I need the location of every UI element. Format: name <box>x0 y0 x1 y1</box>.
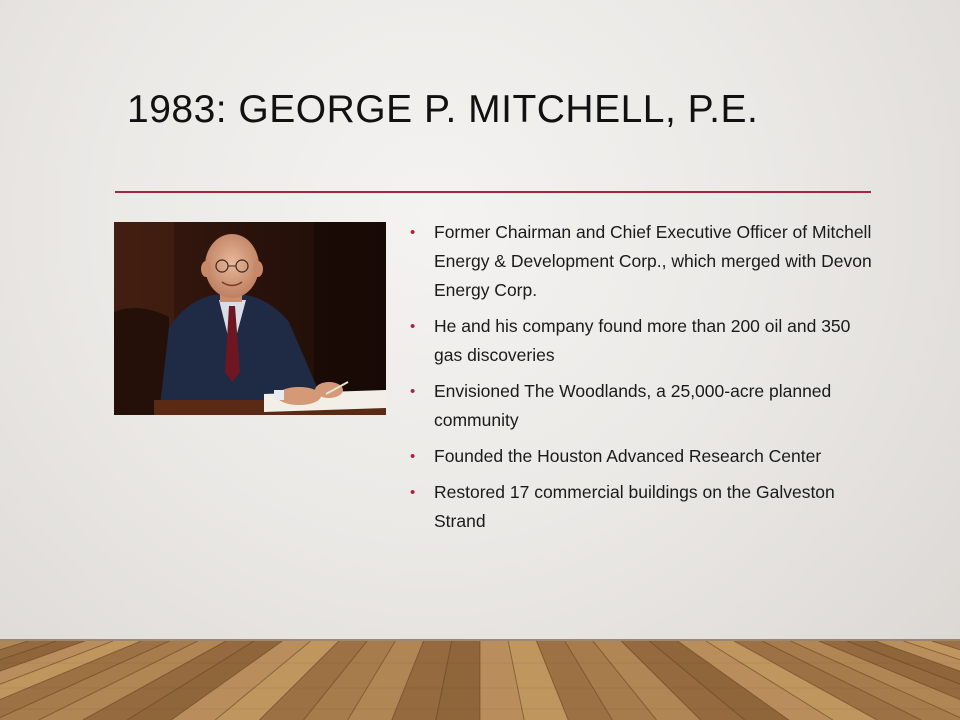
bullet-text: Envisioned The Woodlands, a 25,000-acre planned community <box>434 381 832 430</box>
bullet-list <box>410 218 880 543</box>
bullet-item <box>410 377 880 435</box>
portrait-photo <box>114 222 386 415</box>
bullet-marker: • <box>410 318 416 335</box>
title-divider <box>115 191 871 193</box>
bullet-text: Founded the Houston Advanced Research Center <box>434 446 822 466</box>
bullet-item <box>410 312 880 370</box>
bullet-text: Former Chairman and Chief Executive Officer of Mitchell Energy & Development Corp., which merged with Devon Energy Corp. <box>434 222 872 300</box>
wood-floor <box>0 641 960 720</box>
bullet-marker: • <box>410 383 416 400</box>
bullet-marker: • <box>410 224 416 241</box>
bullet-item <box>410 478 880 536</box>
bullet-marker: • <box>410 448 416 465</box>
slide-title: 1983: GEORGE P. MITCHELL, P.E. <box>127 88 759 131</box>
bullet-marker: • <box>410 484 416 501</box>
bullet-item <box>410 218 880 305</box>
bullet-text: He and his company found more than 200 oil and 350 gas discoveries <box>434 316 851 365</box>
bullet-text: Restored 17 commercial buildings on the Galveston Strand <box>434 482 835 531</box>
bullet-item <box>410 442 880 471</box>
